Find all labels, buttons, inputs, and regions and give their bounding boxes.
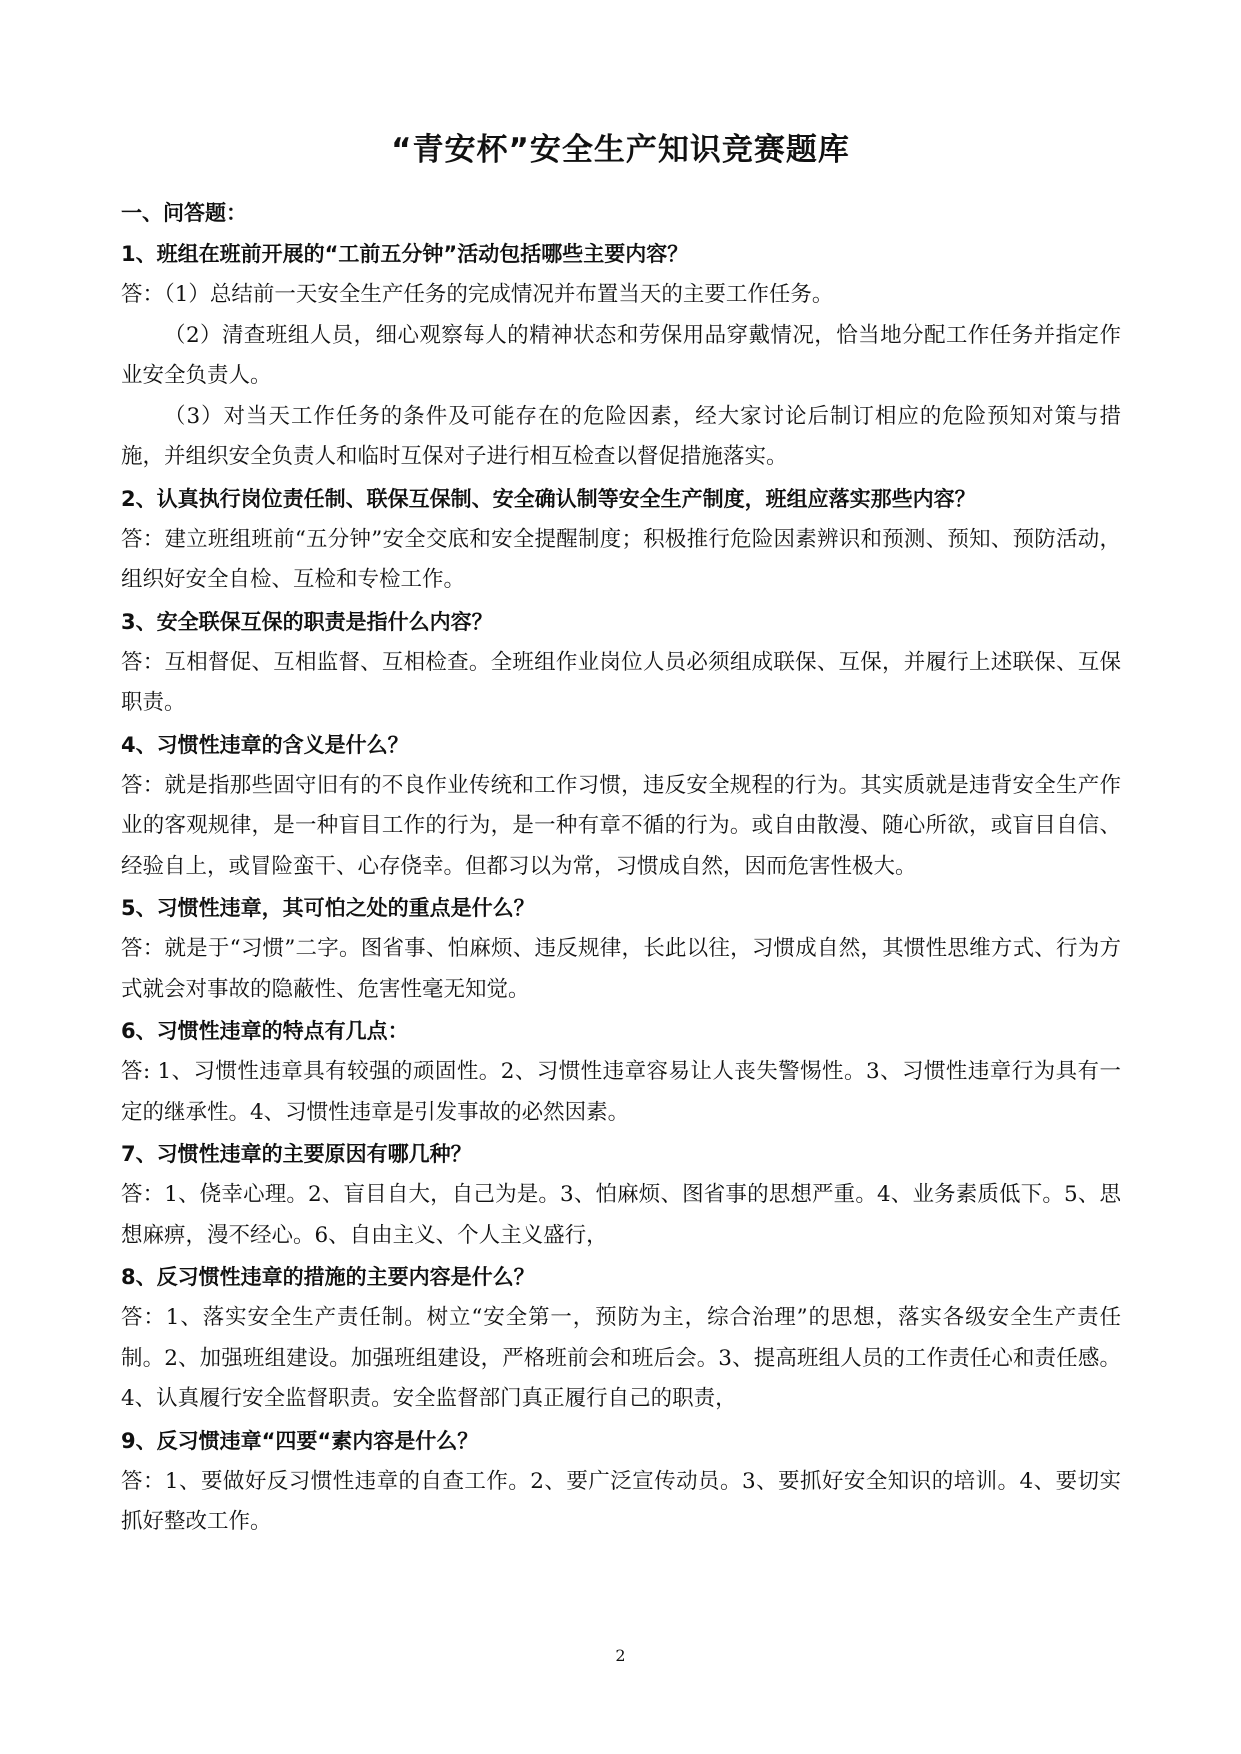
qa-item xyxy=(121,1010,1121,1133)
answer-paragraph: 答：就是于“习惯”二字。图省事、怕麻烦、违反规律，长此以往，习惯成自然，其惯性思维方式、行为方式就会对事故的隐蔽性、危害性毫无知觉。 xyxy=(121,936,1121,1002)
answer xyxy=(121,1175,1121,1256)
question: 6、习惯性违章的特点有几点： xyxy=(121,1019,409,1043)
answer xyxy=(121,643,1121,724)
answer-paragraph: （2）清查班组人员，细心观察每人的精神状态和劳保用品穿戴情况，恰当地分配工作任务并指定作业安全负责人。 xyxy=(121,322,1121,388)
qa-item xyxy=(121,1420,1121,1543)
answer-paragraph: 答：就是指那些固守旧有的不良作业传统和工作习惯，违反安全规程的行为。其实质就是违背安全生产作业的客观规律，是一种盲目工作的行为，是一种有章不循的行为。或自由散漫、随心所欲，或盲目自信、经验自上，或冒险蛮干、心存侥幸。但都习以为常，习惯成自然，因而危害性极大。 xyxy=(121,772,1121,879)
answer-paragraph: （3）对当天工作任务的条件及可能存在的危险因素，经大家讨论后制订相应的危险预知对策与措施，并组织安全负责人和临时互保对子进行相互检查以督促措施落实。 xyxy=(121,403,1121,469)
answer-paragraph: 答：1、落实安全生产责任制。树立“安全第一，预防为主，综合治理”的思想，落实各级安全生产责任制。2、加强班组建设。加强班组建设，严格班前会和班后会。3、提高班组人员的工作责任心和责任感。4、认真履行安全监督职责。安全监督部门真正履行自己的职责， xyxy=(121,1305,1121,1411)
question: 2、认真执行岗位责任制、联保互保制、安全确认制等安全生产制度，班组应落实那些内容？ xyxy=(121,486,976,511)
answer-paragraph: 答：建立班组班前“五分钟”安全交底和安全提醒制度；积极推行危险因素辨识和预测、预知、预防活动，组织好安全自检、互检和专检工作。 xyxy=(121,526,1121,592)
qa-item xyxy=(121,887,1121,1010)
answer-paragraph: 答：互相督促、互相监督、互相检查。全班组作业岗位人员必须组成联保、互保，并履行上述联保、互保职责。 xyxy=(121,649,1121,715)
answer-paragraph: 答: 1、习惯性违章具有较强的顽固性。2、习惯性违章容易让人丧失警惕性。3、习惯性违章行为具有一定的继承性。4、习惯性违章是引发事故的必然因素。 xyxy=(121,1059,1121,1125)
question: 8、反习惯性违章的措施的主要内容是什么？ xyxy=(121,1265,535,1289)
answer-paragraph: 答：1、要做好反习惯性违章的自查工作。2、要广泛宣传动员。3、要抓好安全知识的培训。4、要切实抓好整改工作。 xyxy=(121,1468,1121,1534)
page-number: 2 xyxy=(615,1646,626,1665)
answer xyxy=(121,520,1121,601)
qa-item xyxy=(121,478,1121,601)
question: 3、安全联保互保的职责是指什么内容？ xyxy=(121,609,493,634)
qa-item xyxy=(121,233,1121,478)
qa-item xyxy=(121,1133,1121,1256)
question: 5、习惯性违章，其可怕之处的重点是什么？ xyxy=(121,896,535,920)
question: 1、班组在班前开展的“工前五分钟”活动包括哪些主要内容？ xyxy=(121,242,689,266)
answer xyxy=(121,1298,1121,1420)
section-heading: 一、问答题： xyxy=(121,201,247,225)
question: 7、习惯性违章的主要原因有哪几种？ xyxy=(121,1142,472,1166)
question: 4、习惯性违章的含义是什么？ xyxy=(121,732,409,757)
document-title: “青安杯”安全生产知识竞赛题库 xyxy=(391,132,850,168)
answer-paragraph: 答：（1）总结前一天安全生产任务的完成情况并布置当天的主要工作任务。 xyxy=(121,282,834,307)
answer xyxy=(121,929,1121,1010)
question: 9、反习惯违章“四要“素内容是什么？ xyxy=(121,1428,479,1453)
answer-paragraph: 答：1、侥幸心理。2、盲目自大，自己为是。3、怕麻烦、图省事的思想严重。4、业务素质低下。5、思想麻痹，漫不经心。6、自由主义、个人主义盛行， xyxy=(121,1182,1121,1248)
answer xyxy=(121,1462,1121,1543)
answer xyxy=(121,275,1121,478)
qa-item xyxy=(121,724,1121,888)
qa-item xyxy=(121,1256,1121,1420)
answer xyxy=(121,1052,1121,1133)
document-body xyxy=(121,193,1121,1543)
answer xyxy=(121,766,1121,888)
qa-item xyxy=(121,601,1121,724)
